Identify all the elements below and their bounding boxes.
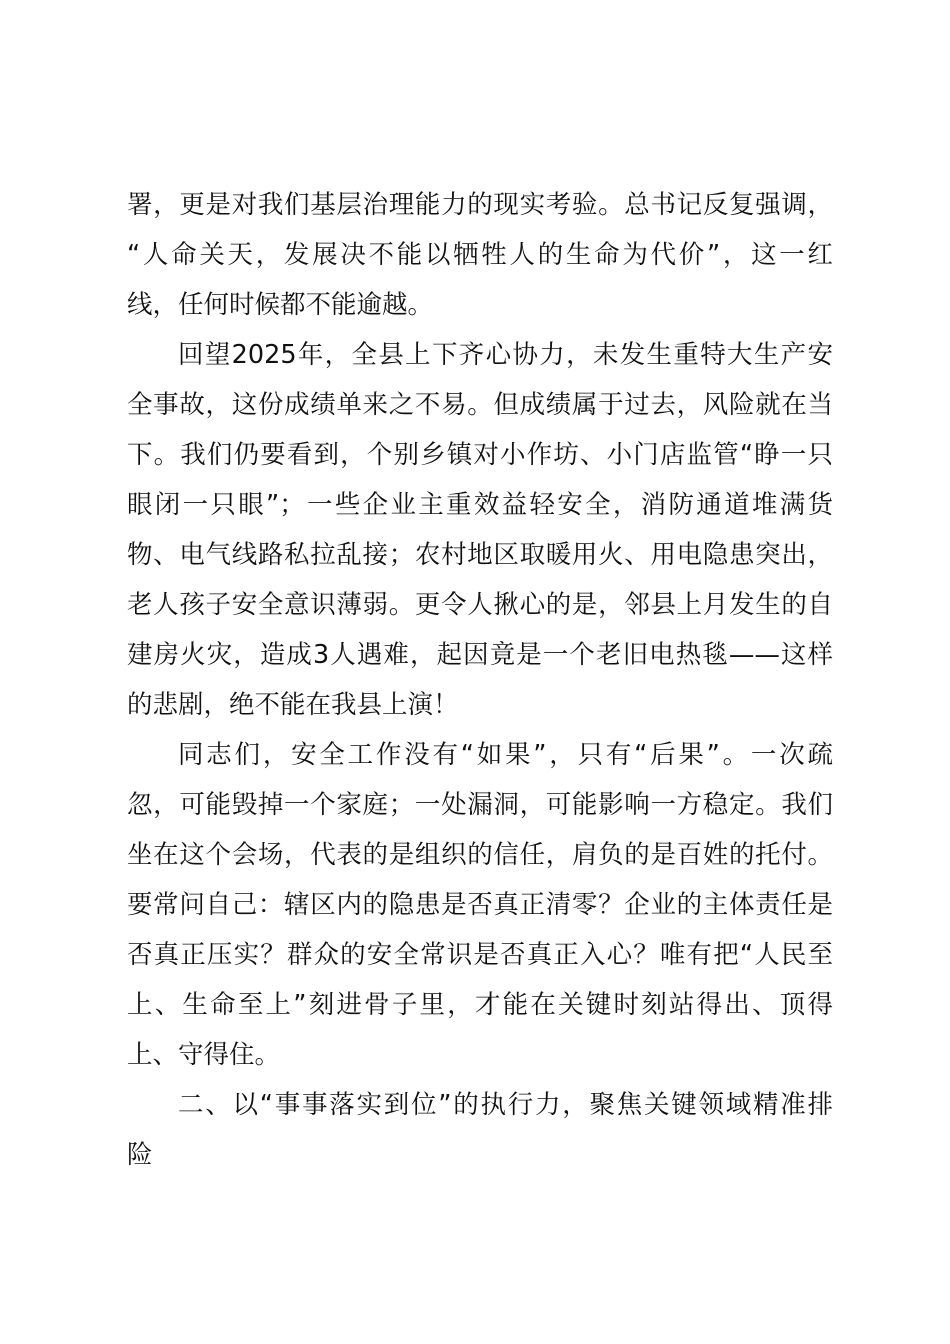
text-line: 全事故，这份成绩单来之不易。但成绩属于过去，风险就在当 — [127, 390, 833, 420]
text-line: 下。我们仍要看到，个别乡镇对小作坊、小门店监管“睁一只 — [127, 440, 833, 470]
section-heading-line: 险 — [127, 1140, 153, 1170]
text-line: 老人孩子安全意识薄弱。更令人揪心的是，邻县上月发生的自 — [127, 590, 833, 620]
text-line: 否真正压实？群众的安全常识是否真正入心？唯有把“人民至 — [127, 940, 833, 970]
text-line: 上、生命至上”刻进骨子里，才能在关键时刻站得出、顶得 — [127, 990, 833, 1020]
text-line: “人命关天，发展决不能以牺牲人的生命为代价”，这一红 — [127, 240, 833, 270]
text-line: 回望2025年，全县上下齐心协力，未发生重特大生产安 — [178, 340, 833, 370]
section-heading-line: 二、以“事事落实到位”的执行力，聚焦关键领域精准排 — [178, 1090, 833, 1120]
text-line: 线，任何时候都不能逾越。 — [127, 290, 434, 320]
text-line: 同志们，安全工作没有“如果”，只有“后果”。一次疏 — [178, 740, 833, 770]
text-line: 坐在这个会场，代表的是组织的信任，肩负的是百姓的托付。 — [127, 840, 833, 870]
text-line: 的悲剧，绝不能在我县上演！ — [127, 690, 459, 720]
text-line: 物、电气线路私拉乱接；农村地区取暖用火、用电隐患突出， — [127, 540, 833, 570]
text-line: 署，更是对我们基层治理能力的现实考验。总书记反复强调， — [127, 190, 833, 220]
text-line: 要常问自己：辖区内的隐患是否真正清零？企业的主体责任是 — [127, 890, 833, 920]
text-line: 忽，可能毁掉一个家庭；一处漏洞，可能影响一方稳定。我们 — [127, 790, 833, 820]
text-line: 上、守得住。 — [127, 1040, 281, 1070]
text-line: 建房火灾，造成3人遇难，起因竟是一个老旧电热毯——这样 — [127, 640, 833, 670]
text-line: 眼闭一只眼”；一些企业主重效益轻安全，消防通道堆满货 — [127, 490, 833, 520]
